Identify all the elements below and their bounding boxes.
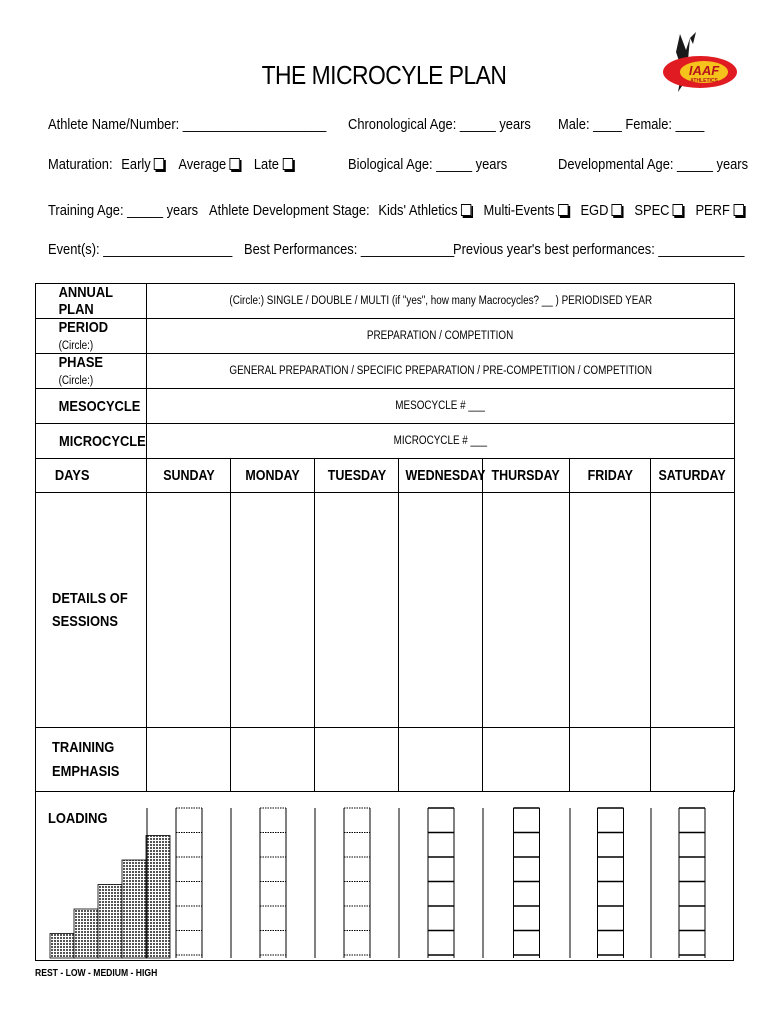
days-row (36, 459, 735, 493)
microcycle-value[interactable]: MICROCYCLE # ___ (147, 424, 735, 459)
stage-egd-checkbox[interactable] (612, 204, 622, 216)
details-cell-saturday[interactable] (651, 493, 735, 728)
stage-multi-label: Multi-Events (483, 202, 555, 219)
details-row (36, 493, 735, 728)
events-field[interactable]: Event(s): __________________ (48, 241, 233, 258)
day-header-wednesday: WEDNESDAY (399, 459, 483, 493)
stage-kids-checkbox[interactable] (461, 204, 471, 216)
microcycle-table (35, 283, 735, 792)
phase-value[interactable]: GENERAL PREPARATION / SPECIFIC PREPARATION / PRE-COMPETITION / COMPETITION (147, 354, 735, 389)
logo-text: IAAF (688, 63, 720, 78)
days-label: DAYS (36, 459, 147, 493)
iaaf-logo (656, 30, 738, 102)
details-cell-monday[interactable] (231, 493, 315, 728)
maturation-late-checkbox[interactable] (282, 158, 292, 170)
details-cell-thursday[interactable] (483, 493, 570, 728)
emphasis-cell-friday[interactable] (570, 728, 651, 792)
day-header-saturday: SATURDAY (651, 459, 735, 493)
stage-spec-checkbox[interactable] (673, 204, 683, 216)
stage-multi-checkbox[interactable] (558, 204, 568, 216)
loading-stair-step (98, 885, 122, 959)
emphasis-label: TRAINING EMPHASIS (36, 728, 147, 792)
loading-stair-step (146, 836, 170, 959)
day-header-monday: MONDAY (231, 459, 315, 493)
loading-stair-step (74, 909, 98, 958)
period-value[interactable]: PREPARATION / COMPETITION (147, 319, 735, 354)
details-cell-wednesday[interactable] (399, 493, 483, 728)
biological-age-field[interactable]: Biological Age: _____ years (348, 156, 508, 173)
training-age-field[interactable]: Training Age: _____ years (48, 202, 199, 219)
loading-stair-step (50, 934, 74, 959)
stage-perf-checkbox[interactable] (733, 204, 743, 216)
loading-scale-thursday[interactable] (514, 808, 540, 958)
maturation-average-label: Average (178, 156, 227, 173)
details-cell-tuesday[interactable] (315, 493, 399, 728)
period-row (36, 319, 735, 354)
best-performances-field[interactable]: Best Performances: _____________ (244, 241, 455, 258)
loading-scale-monday[interactable] (260, 808, 286, 958)
page-title: THE MICROCYLE PLAN (261, 60, 507, 90)
mesocycle-value[interactable]: MESOCYCLE # ___ (147, 389, 735, 424)
maturation-early-label: Early (121, 156, 151, 173)
emphasis-cell-sunday[interactable] (147, 728, 231, 792)
details-label: DETAILS OF SESSIONS (36, 493, 147, 728)
maturation-label: Maturation: (48, 156, 113, 173)
maturation-average-checkbox[interactable] (230, 158, 240, 170)
loading-label: LOADING (48, 810, 108, 827)
day-header-friday: FRIDAY (570, 459, 651, 493)
phase-row (36, 354, 735, 389)
logo-subtext: ATHLETICS (690, 78, 718, 84)
emphasis-cell-wednesday[interactable] (399, 728, 483, 792)
stage-kids-label: Kids' Athletics (378, 202, 458, 219)
chronological-age-field[interactable]: Chronological Age: _____ years (348, 116, 531, 133)
period-label: PERIOD (Circle:) (36, 319, 147, 354)
emphasis-row (36, 728, 735, 792)
details-cell-sunday[interactable] (147, 493, 231, 728)
emphasis-cell-monday[interactable] (231, 728, 315, 792)
loading-scale-wednesday[interactable] (428, 808, 454, 958)
loading-section (35, 790, 734, 961)
emphasis-cell-saturday[interactable] (651, 728, 735, 792)
stage-spec-label: SPEC (634, 202, 670, 219)
loading-scale-friday[interactable] (598, 808, 624, 958)
day-header-tuesday: TUESDAY (315, 459, 399, 493)
microcycle-label: MICROCYCLE (36, 424, 147, 459)
development-stage-row (209, 202, 744, 219)
mesocycle-row (36, 389, 735, 424)
developmental-age-field[interactable]: Developmental Age: _____ years (558, 156, 749, 173)
loading-day-scales (147, 808, 705, 958)
loading-legend-text: REST - LOW - MEDIUM - HIGH (35, 968, 158, 979)
loading-scale-tuesday[interactable] (344, 808, 370, 958)
details-cell-friday[interactable] (570, 493, 651, 728)
day-header-sunday: SUNDAY (147, 459, 231, 493)
emphasis-cell-tuesday[interactable] (315, 728, 399, 792)
maturation-row (48, 156, 293, 173)
athlete-name-field[interactable]: Athlete Name/Number: ____________________ (48, 116, 327, 133)
loading-graphic (36, 790, 733, 961)
previous-best-field[interactable]: Previous year's best performances: ____________ (453, 241, 745, 258)
phase-label: PHASE (Circle:) (36, 354, 147, 389)
stage-egd-label: EGD (580, 202, 609, 219)
microcycle-row (36, 424, 735, 459)
loading-scale-saturday[interactable] (679, 808, 705, 958)
day-header-thursday: THURSDAY (483, 459, 570, 493)
development-stage-label: Athlete Development Stage: (209, 202, 370, 219)
mesocycle-label: MESOCYCLE (36, 389, 147, 424)
loading-scale-sunday[interactable] (176, 808, 202, 958)
annual-plan-label: ANNUAL PLAN (36, 284, 147, 319)
maturation-late-label: Late (253, 156, 279, 173)
maturation-early-checkbox[interactable] (154, 158, 164, 170)
loading-stair-step (122, 860, 146, 958)
male-female-field[interactable]: Male: ____ Female: ____ (558, 116, 705, 133)
stage-perf-label: PERF (695, 202, 730, 219)
emphasis-cell-thursday[interactable] (483, 728, 570, 792)
annual-plan-row (36, 284, 735, 319)
annual-plan-value[interactable]: (Circle:) SINGLE / DOUBLE / MULTI (if "yes", how many Macrocycles? __ ) PERIODISED YEAR (147, 284, 735, 319)
loading-legend-staircase (50, 836, 170, 959)
